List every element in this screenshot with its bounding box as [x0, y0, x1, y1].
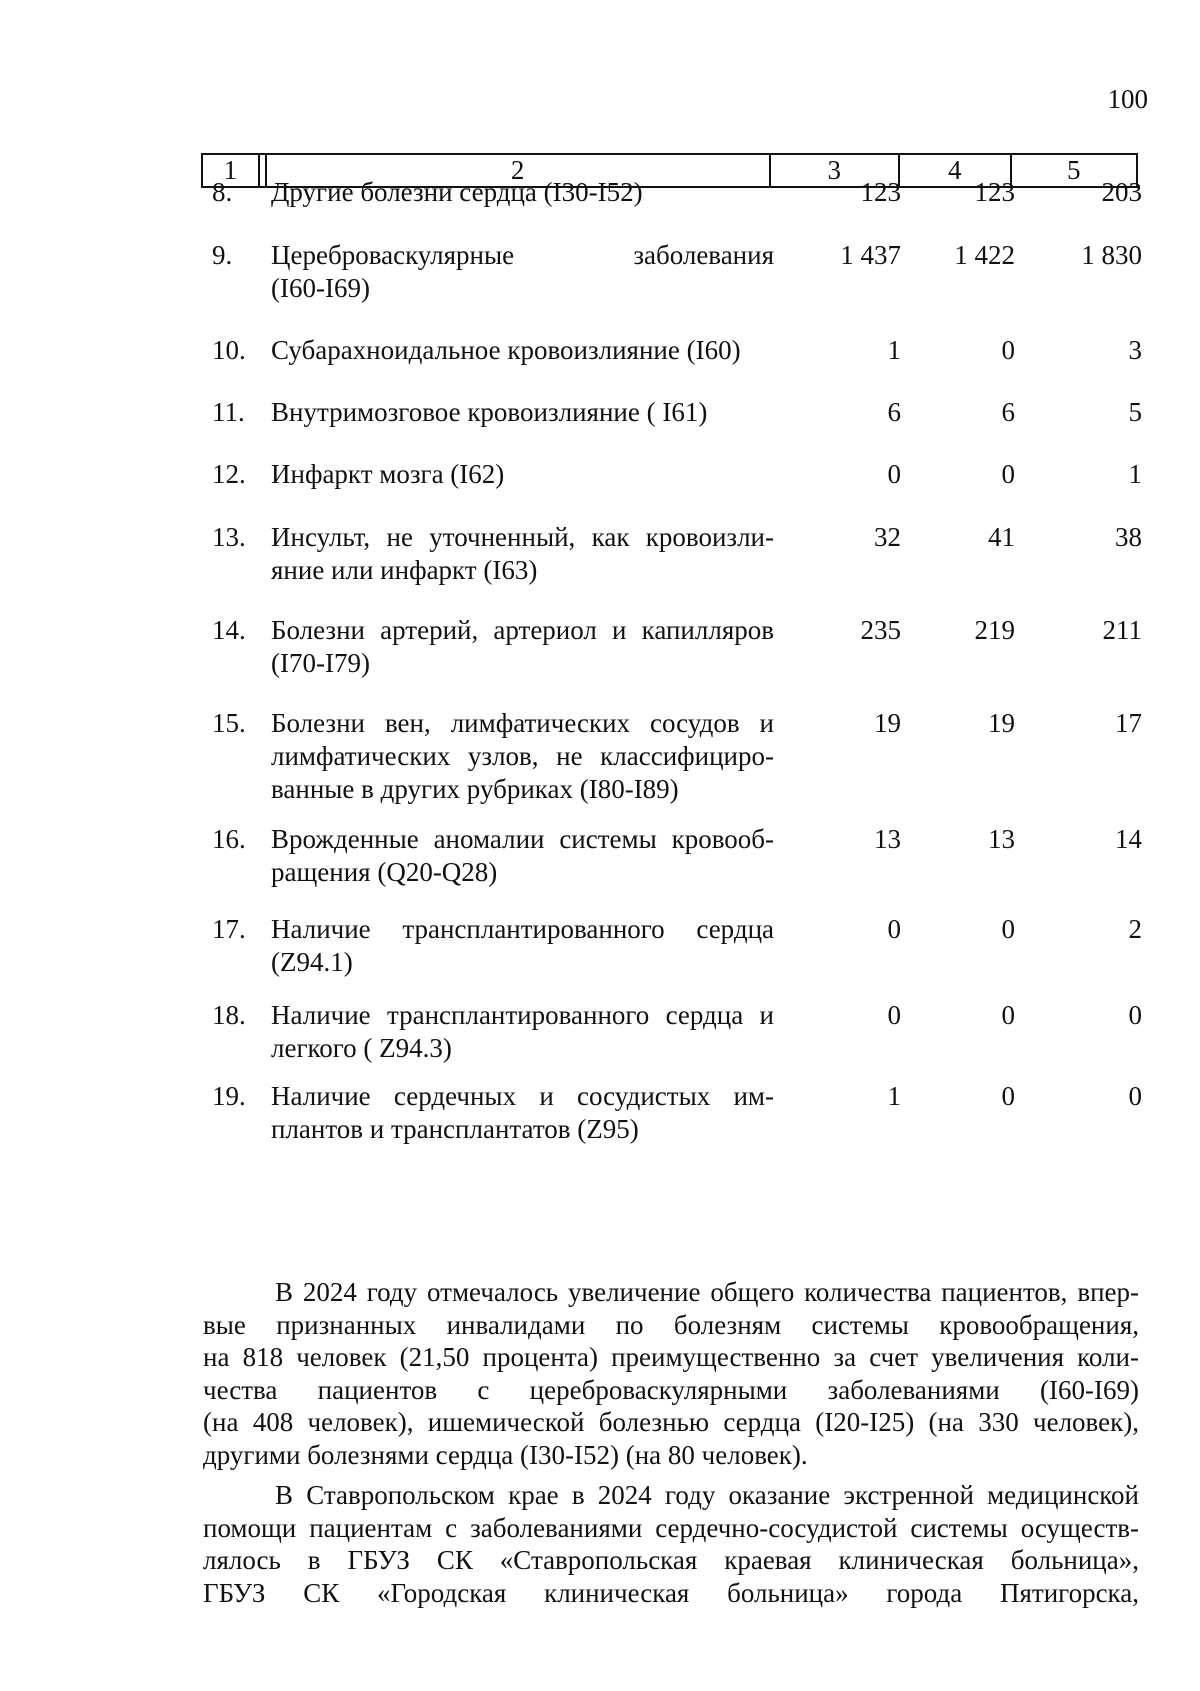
row-name-line: Субарахноидальное кровоизлияние (I60) — [271, 335, 741, 365]
row-value-col-3: 1 — [887, 1081, 901, 1111]
body-text — [203, 1276, 1139, 1609]
row-value-col-4: 219 — [974, 615, 1015, 645]
row-value-col-3: 32 — [874, 522, 901, 552]
row-value-col-3: 6 — [887, 397, 901, 427]
row-value-col-3: 0 — [887, 459, 901, 489]
row-value-col-5: 203 — [1101, 177, 1142, 207]
row-name — [271, 823, 774, 889]
row-name — [271, 334, 774, 367]
row-value-col-5: 3 — [1128, 335, 1142, 365]
row-value-col-5: 0 — [1128, 1081, 1142, 1111]
row-number: 18. — [212, 1000, 246, 1030]
row-number: 19. — [212, 1081, 246, 1111]
row-value-col-4: 123 — [974, 177, 1015, 207]
row-name-line: ванные в других рубриках (I80-I89) — [271, 774, 679, 804]
table-header-cell-1: 1 — [203, 155, 260, 186]
row-name-line: яние или инфаркт (I63) — [271, 555, 538, 585]
row-name-line: лимфатических узлов, не классифициро- — [271, 741, 774, 771]
row-name-line: Наличие трансплантированного сердца — [271, 914, 774, 944]
row-name-line: Другие болезни сердца (I30-I52) — [271, 177, 643, 207]
row-name — [271, 458, 774, 491]
row-name-line: Инсульт, не уточненный, как кровоизли- — [271, 522, 774, 552]
row-value-col-4: 0 — [1001, 1000, 1015, 1030]
row-name — [271, 614, 774, 680]
row-name — [271, 176, 774, 209]
row-value-col-4: 6 — [1001, 397, 1015, 427]
row-number: 13. — [212, 522, 246, 552]
row-name-line: Цереброваскулярные заболевания — [271, 240, 774, 270]
row-name-line: Наличие сердечных и сосудистых им- — [271, 1081, 774, 1111]
table-header-cell-4: 4 — [900, 155, 1012, 186]
row-number: 16. — [212, 824, 246, 854]
row-value-col-5: 211 — [1102, 615, 1142, 645]
row-name-line: (Z94.1) — [271, 947, 353, 977]
row-value-col-4: 0 — [1001, 914, 1015, 944]
row-value-col-3: 13 — [874, 824, 901, 854]
paragraph-line: (на 408 человек), ишемической болезнью сердца (I20-I25) (на 330 человек), — [203, 1407, 1139, 1437]
row-name-line: Наличие трансплантированного сердца и — [271, 1000, 774, 1030]
row-number: 17. — [212, 914, 246, 944]
row-value-col-4: 1 422 — [954, 240, 1015, 270]
row-value-col-3: 0 — [887, 914, 901, 944]
row-number: 11. — [212, 397, 245, 427]
row-value-col-5: 38 — [1115, 522, 1142, 552]
row-value-col-4: 0 — [1001, 459, 1015, 489]
paragraph-1 — [203, 1276, 1139, 1471]
paragraph-line: ГБУЗ СК «Городская клиническая больница» города Пятигорска, — [203, 1577, 1139, 1608]
row-number: 8. — [212, 177, 233, 207]
row-name — [271, 913, 774, 979]
row-number: 14. — [212, 615, 246, 645]
row-name — [271, 999, 774, 1065]
row-value-col-5: 1 830 — [1081, 240, 1142, 270]
paragraph-line: В Ставропольском крае в 2024 году оказание экстренной медицинской — [275, 1480, 1139, 1510]
row-value-col-4: 0 — [1001, 335, 1015, 365]
row-value-col-3: 1 437 — [840, 240, 901, 270]
row-name-line: Инфаркт мозга (I62) — [271, 459, 505, 489]
row-value-col-3: 0 — [887, 1000, 901, 1030]
paragraph-line: лялось в ГБУЗ СК «Ставропольская краевая клиническая больница», — [203, 1545, 1139, 1575]
row-value-col-5: 1 — [1128, 459, 1142, 489]
row-name — [271, 521, 774, 587]
row-value-col-4: 19 — [988, 708, 1015, 738]
row-value-col-5: 5 — [1128, 397, 1142, 427]
row-value-col-5: 2 — [1128, 914, 1142, 944]
row-name-line: (I60-I69) — [271, 273, 370, 303]
row-value-col-3: 123 — [860, 177, 901, 207]
row-value-col-4: 0 — [1001, 1081, 1015, 1111]
row-name — [271, 239, 774, 305]
row-value-col-4: 41 — [988, 522, 1015, 552]
row-name-line: ращения (Q20-Q28) — [271, 857, 498, 887]
row-number: 15. — [212, 708, 246, 738]
paragraph-line: на 818 человек (21,50 процента) преимущественно за счет увеличения коли- — [203, 1342, 1139, 1372]
table-header-cell-5: 5 — [1067, 155, 1081, 185]
row-number: 12. — [212, 459, 246, 489]
row-name — [271, 707, 774, 806]
paragraph-2 — [203, 1479, 1139, 1609]
row-number: 9. — [212, 240, 233, 270]
table-header-cell-3: 3 — [771, 155, 900, 186]
paragraph-line: чества пациентов с цереброваскулярными заболеваниями (I60-I69) — [203, 1374, 1139, 1405]
row-value-col-3: 19 — [874, 708, 901, 738]
paragraph-line: вые признанных инвалидами по болезням системы кровообращения, — [203, 1309, 1139, 1340]
row-name-line: Болезни артерий, артериол и капилляров — [271, 615, 774, 645]
row-name-line: легкого ( Z94.3) — [271, 1033, 452, 1063]
row-value-col-3: 1 — [887, 335, 901, 365]
row-name-line: Внутримозговое кровоизлияние ( I61) — [271, 397, 708, 427]
paragraph-line: помощи пациентам с заболеваниями сердечно-сосудистой системы осуществ- — [203, 1512, 1139, 1543]
row-name-line: Болезни вен, лимфатических сосудов и — [271, 708, 774, 738]
row-value-col-5: 17 — [1115, 708, 1142, 738]
row-name — [271, 1080, 774, 1146]
row-value-col-4: 13 — [988, 824, 1015, 854]
row-value-col-3: 235 — [860, 615, 901, 645]
row-name — [271, 396, 774, 429]
paragraph-line: другими болезнями сердца (I30-I52) (на 80 человек). — [203, 1439, 808, 1470]
table-header-cell-2: 2 — [267, 155, 771, 186]
row-name-line: Врожденные аномалии системы кровооб- — [271, 824, 774, 854]
page-number: 100 — [1107, 84, 1148, 114]
row-name-line: плантов и трансплантатов (Z95) — [271, 1114, 639, 1144]
row-number: 10. — [212, 335, 246, 365]
paragraph-line: В 2024 году отмечалось увеличение общего количества пациентов, впер- — [275, 1277, 1139, 1307]
row-value-col-5: 14 — [1115, 824, 1142, 854]
row-name-line: (I70-I79) — [271, 648, 370, 678]
row-value-col-5: 0 — [1128, 1000, 1142, 1030]
